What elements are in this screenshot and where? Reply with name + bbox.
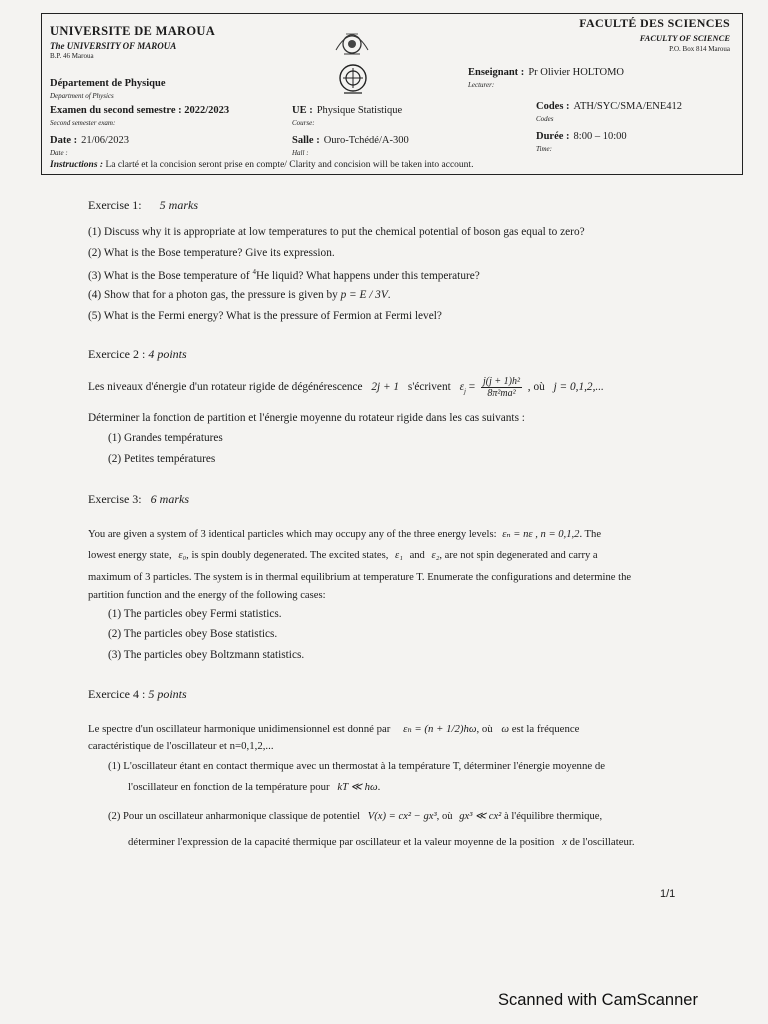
ex2-text-a: Les niveaux d'énergie d'un rotateur rigide de dégénérescence	[88, 381, 363, 394]
duration-label: Durée :	[536, 131, 570, 142]
ex2-text-c: , où	[527, 381, 545, 394]
exercise-4-title	[88, 687, 187, 702]
exercise-3-case-1: (1) The particles obey Fermi statistics.	[108, 608, 282, 620]
exercise-4-part-1-cont	[128, 780, 380, 793]
hall-sub: Hall :	[292, 149, 309, 157]
ex3-l2-text-c: and	[409, 550, 425, 561]
exercise-4-part-1: (1) L'oscillateur étant en contact thermique avec un thermostat à la température T, déterminer l'énergie moyenne de	[108, 760, 606, 772]
university-name: UNIVERSITE DE MAROUA	[50, 24, 216, 38]
lecturer-label: Enseignant :	[468, 67, 525, 78]
ex3-l2-text-d: , are not spin degenerated and carry a	[439, 550, 598, 561]
exam-label: Examen du second semestre : 2022/2023	[50, 105, 230, 116]
ex4-p2-text-a: (2) Pour un oscillateur anharmonique classique de potentiel	[108, 811, 361, 822]
exercise-2-case-1: (1) Grandes températures	[108, 432, 223, 444]
ex3-eps2: ε₂	[431, 550, 440, 561]
ex2-equals: =	[468, 381, 476, 394]
lecturer-sub: Lecturer:	[468, 81, 495, 89]
instructions-label: Instructions :	[50, 160, 104, 170]
course-label: UE :	[292, 105, 313, 116]
ex2-text-b: s'écrivent	[407, 381, 451, 394]
ex4-p2-text-e: de l'oscillateur.	[569, 836, 635, 848]
exercise-4-statement	[88, 722, 579, 735]
exercise-4-statement-2: caractéristique de l'oscillateur et n=0,1,2,...	[88, 740, 274, 752]
scanner-watermark: Scanned with CamScanner	[498, 991, 698, 1009]
exercise-1-question-3	[88, 268, 480, 282]
faculty-name-en: FACULTY OF SCIENCE	[639, 33, 730, 43]
ex4-p1-text-c: .	[377, 781, 381, 793]
exercise-3-line-4: partition function and the energy of the following cases:	[88, 590, 326, 601]
exercise-3-line-3: maximum of 3 particles. The system is in thermal equilibrium at temperature T. Enumerate the configurations and determine the	[88, 572, 632, 583]
ex4-p2-text-b: , où	[436, 811, 453, 822]
department-sub: Department of Physics	[50, 92, 114, 100]
ex4-potential: V(x) = cx² − gx³	[367, 811, 437, 822]
department-label: Département de Physique	[50, 78, 166, 89]
exercise-1-question-1: (1) Discuss why it is appropriate at low temperatures to put the chemical potential of boson gas equal to zero?	[88, 226, 585, 238]
faculty-address: P.O. Box 814 Maroua	[669, 45, 730, 53]
q4-text-a: (4) Show that for a photon gas, the pressure is given by	[88, 289, 341, 301]
ex4-p1-condition: kT ≪ hω	[337, 781, 378, 793]
exercise-3-line-2	[88, 550, 598, 561]
codes-sub: Codes	[536, 115, 554, 123]
ex3-l2-text-a: lowest energy state,	[88, 550, 172, 561]
ex3-energy-levels: εₙ = nε , n = 0,1,2	[502, 529, 580, 540]
q3-text-b: He liquid? What happens under this temperature?	[255, 269, 480, 282]
exercise-2-case-2: (2) Petites températures	[108, 453, 216, 465]
ex2-degeneracy: 2j + 1	[371, 381, 400, 394]
duration-sub: Time:	[536, 145, 552, 153]
exam-sub: Second semester exam:	[50, 119, 116, 127]
q4-formula: p = E / 3V	[340, 289, 388, 301]
university-address: B.P. 46 Maroua	[50, 52, 94, 60]
ex4-text-c: est la fréquence	[511, 723, 580, 735]
date-value: 21/06/2023	[81, 135, 129, 146]
exercise-1-question-5: (5) What is the Fermi energy? What is the pressure of Fermion at Fermi level?	[88, 310, 442, 322]
exercise-3-title	[88, 492, 189, 507]
course-sub: Course:	[292, 119, 315, 127]
exercise-3-case-3: (3) The particles obey Boltzmann statistics.	[108, 649, 305, 661]
ex2-energy-fraction	[481, 376, 522, 399]
exercise-2-label: Exercice 2 :	[88, 347, 146, 361]
hall-value: Ouro-Tchédé/A-300	[323, 135, 409, 146]
ex3-l1-text-b: . The	[579, 529, 602, 540]
exercise-1-marks: 5 marks	[159, 198, 198, 212]
ex3-eps0: ε₀	[178, 550, 187, 561]
exercise-2-statement	[88, 376, 604, 399]
duration-value: 8:00 – 10:00	[573, 131, 627, 142]
exercise-4-label: Exercice 4 :	[88, 687, 146, 701]
ex3-l1-text-a: You are given a system of 3 identical particles which may occupy any of the three energy levels:	[88, 529, 497, 540]
ex2-epsilon-sub: j	[464, 387, 466, 396]
exercise-1-label: Exercise 1:	[88, 198, 142, 212]
q4-text-b: .	[387, 289, 391, 301]
faculty-name: FACULTÉ DES SCIENCES	[579, 16, 730, 30]
university-name-en: The UNIVERSITY OF MAROUA	[50, 41, 177, 51]
codes-value: ATH/SYC/SMA/ENE412	[573, 101, 683, 112]
ex2-fraction-denominator: 8π²ma²	[487, 388, 516, 399]
exercise-1-question-2: (2) What is the Bose temperature? Give its expression.	[88, 247, 335, 259]
ex3-l2-text-b: , is spin doubly degenerated. The excited states,	[186, 550, 389, 561]
exercise-3-label: Exercise 3:	[88, 492, 142, 506]
exercise-1-title	[88, 198, 198, 213]
ex2-j-values: j = 0,1,2,...	[553, 381, 604, 394]
course-value: Physique Statistique	[316, 105, 403, 116]
exercise-4-part-2	[108, 810, 602, 822]
exercise-1-question-4	[88, 289, 391, 301]
ex4-text-a: Le spectre d'un oscillateur harmonique unidimensionnel est donné par	[88, 723, 391, 735]
ex4-text-b: , où	[476, 723, 493, 735]
exercise-2-title	[88, 347, 187, 362]
date-label: Date :	[50, 135, 78, 146]
hall-label: Salle :	[292, 135, 320, 146]
exercise-4-part-2-cont	[128, 836, 635, 848]
q3-text-a: (3) What is the Bose temperature of	[88, 269, 253, 282]
ex3-eps1: ε₁	[395, 550, 403, 561]
exercise-3-marks: 6 marks	[150, 492, 189, 506]
ex4-p2-text-d: déterminer l'expression de la capacité thermique par oscillateur et la valeur moyenne de la position	[128, 836, 555, 848]
lecturer-value: Pr Olivier HOLTOMO	[528, 67, 624, 78]
codes-label: Codes :	[536, 101, 570, 112]
ex2-fraction-numerator: j(j + 1)h²	[483, 376, 520, 387]
ex4-p2-text-c: à l'équilibre thermique,	[504, 811, 603, 822]
q3-superscript: 4	[252, 268, 256, 276]
exercise-4-marks: 5 points	[148, 687, 187, 701]
exercise-3-case-2: (2) The particles obey Bose statistics.	[108, 628, 278, 640]
exercise-2-marks: 4 points	[148, 347, 187, 361]
ex4-position-x: x	[562, 836, 567, 848]
date-sub: Date :	[50, 149, 68, 157]
ex4-p2-condition: gx³ ≪ cx²	[459, 811, 502, 822]
instructions-text: La clarté et la concision seront prise en compte/ Clarity and concision will be taken into account.	[105, 160, 474, 170]
exercise-2-instruction: Déterminer la fonction de partition et l'énergie moyenne du rotateur rigide dans les cas suivants :	[88, 412, 525, 424]
ex2-epsilon: ε	[459, 381, 465, 394]
ex4-p1-text-b: l'oscillateur en fonction de la température pour	[128, 781, 330, 793]
ex4-omega: ω	[501, 723, 510, 735]
exercise-3-line-1	[88, 528, 601, 540]
page-number: 1/1	[660, 888, 676, 900]
ex4-spectrum: εₙ = (n + 1/2)hω	[403, 723, 477, 735]
